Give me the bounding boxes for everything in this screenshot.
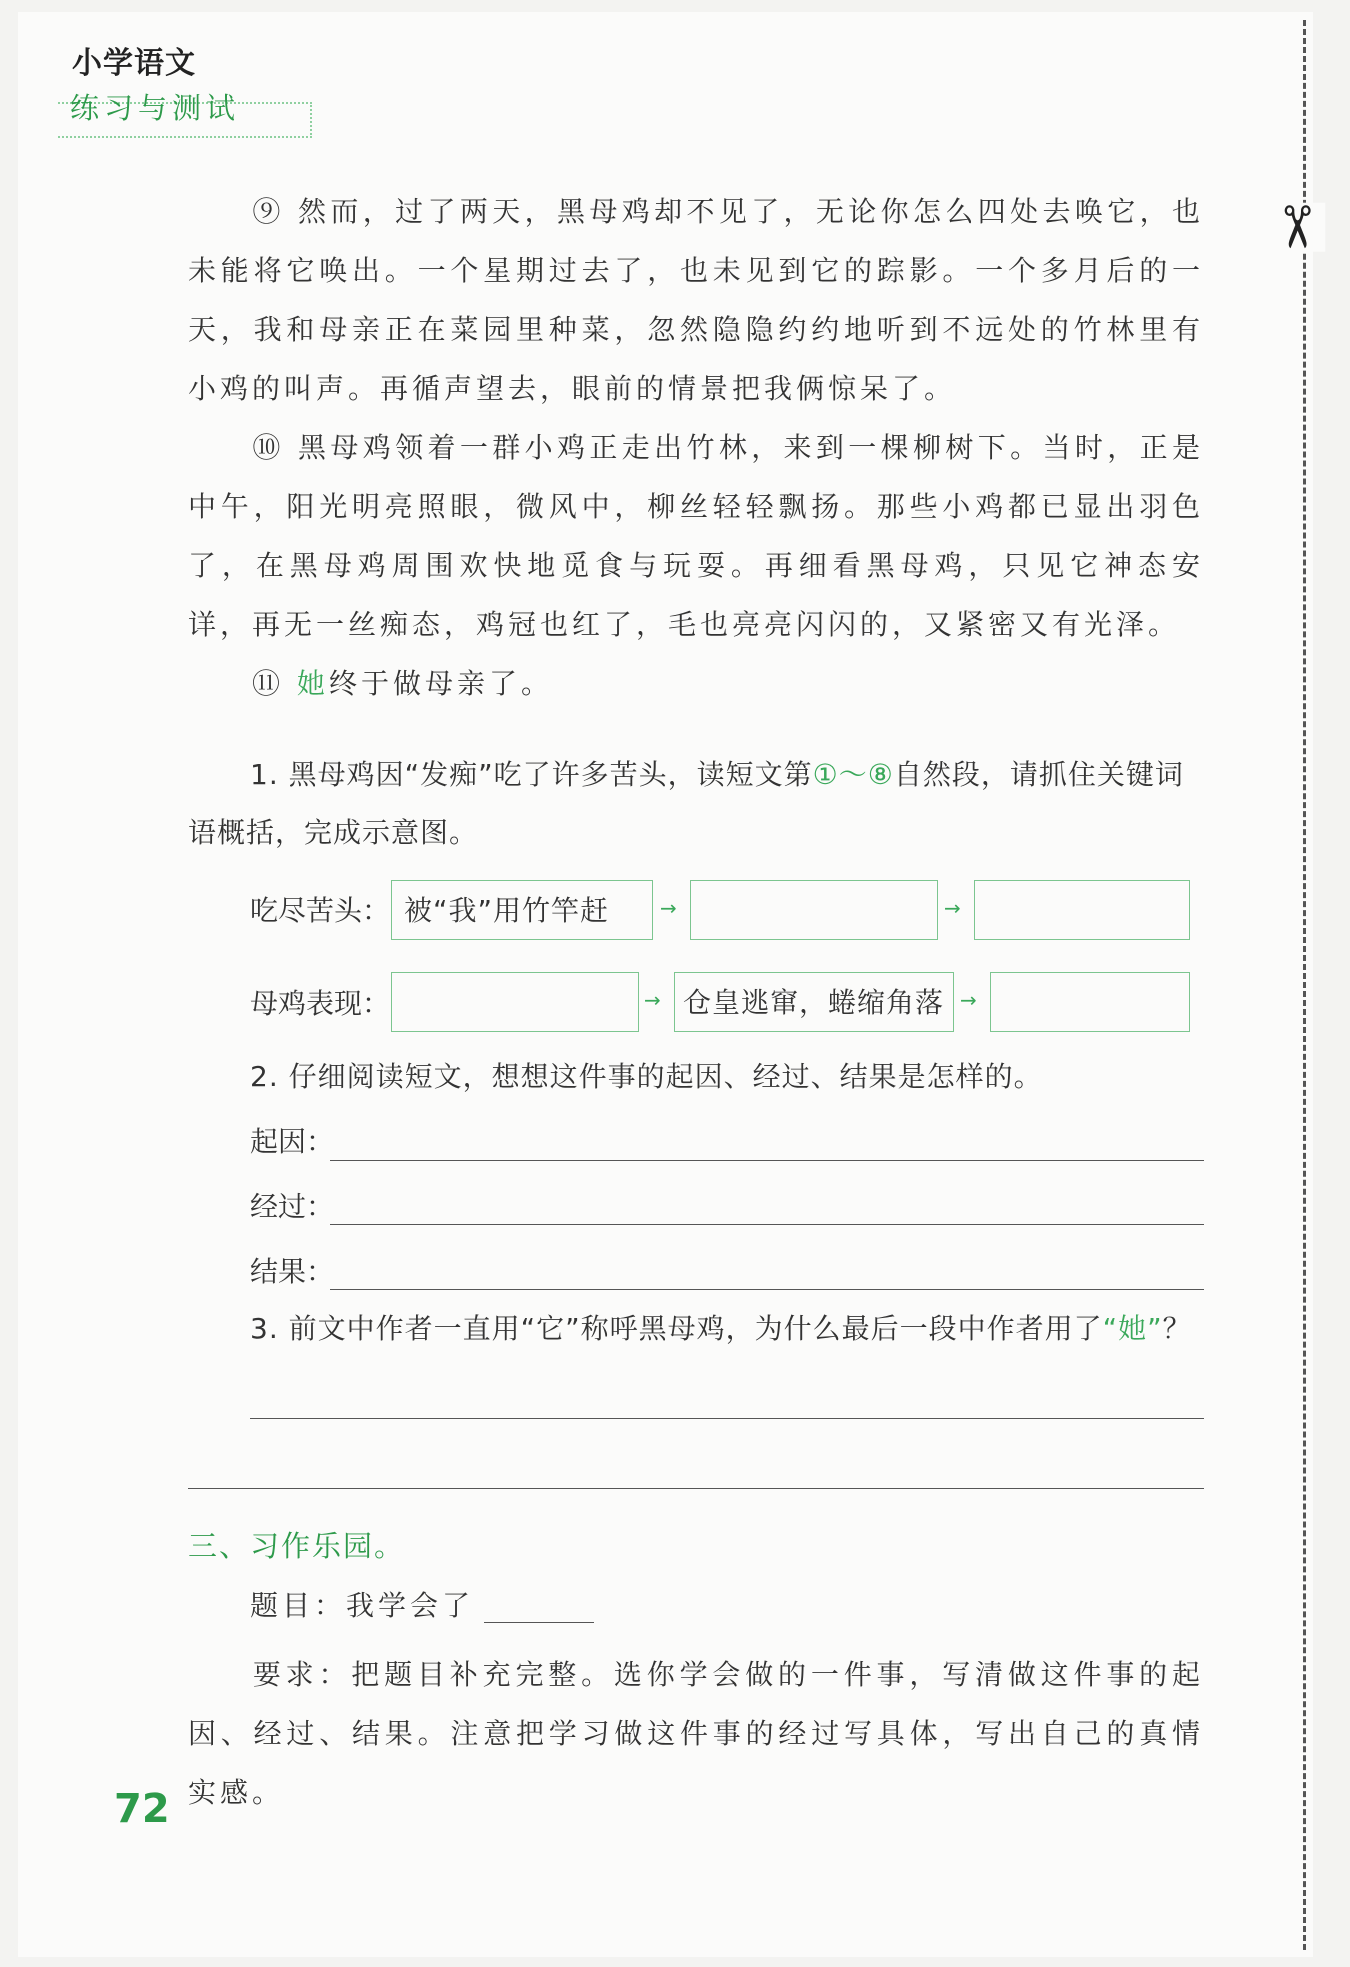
paragraph-range: ①～⑧ — [812, 758, 894, 791]
paragraph-11: ⑪ 她终于做母亲了。 — [252, 667, 553, 700]
arrow-icon: → — [660, 896, 677, 920]
arrow-icon: → — [944, 896, 961, 920]
arrow-icon: → — [960, 988, 977, 1012]
essay-requirement: 要求：把题目补充完整。选你学会做的一件事，写清做这件事的起因、经过、结果。注意把学习做这件事的经过写具体，写出自己的真情实感。 — [188, 1658, 1204, 1809]
section-3-heading: 三、习作乐园。 — [188, 1529, 406, 1563]
arrow-icon: → — [644, 988, 661, 1012]
result-answer-line[interactable] — [330, 1289, 1204, 1290]
book-title: 小学语文 — [72, 46, 196, 81]
result-label: 结果： — [250, 1255, 335, 1288]
topic-blank[interactable] — [484, 1622, 594, 1623]
row2-box-1[interactable] — [391, 972, 639, 1032]
row1-box-2[interactable] — [690, 880, 938, 940]
scissors-icon: ✂ — [1262, 202, 1331, 252]
cause-answer-line[interactable] — [330, 1160, 1204, 1161]
q3-answer-line-1[interactable] — [250, 1418, 1204, 1419]
question-3: 3. 前文中作者一直用“它”称呼黑母鸡，为什么最后一段中作者用了“她”？ — [250, 1312, 1192, 1345]
process-label: 经过： — [250, 1190, 335, 1223]
row1-label: 吃尽苦头： — [250, 894, 391, 927]
row1-box-1: 被“我”用竹竿赶 — [391, 880, 653, 940]
question-2: 2. 仔细阅读短文，想想这件事的起因、经过、结果是怎样的。 — [250, 1060, 1043, 1093]
cause-label: 起因： — [250, 1125, 335, 1158]
paragraph-9: ⑨ 然而，过了两天，黑母鸡却不见了，无论你怎么四处去唤它，也未能将它唤出。一个星期过去了，也未见到它的踪影。一个多月后的一天，我和母亲正在菜园里种菜，忽然隐隐约约地听到不远处的竹林里有小鸡的叫声。再循声望去，眼前的情景把我俩惊呆了。 — [188, 195, 1204, 405]
cut-line — [1303, 20, 1306, 1950]
row2-label: 母鸡表现： — [250, 987, 391, 1020]
q3-answer-line-2[interactable] — [188, 1488, 1204, 1489]
page-number: 72 — [114, 1786, 170, 1832]
process-answer-line[interactable] — [330, 1224, 1204, 1225]
book-subtitle: 练习与测试 — [70, 91, 241, 125]
essay-topic: 题目：我学会了 — [250, 1589, 475, 1622]
row2-box-3[interactable] — [990, 972, 1190, 1032]
row2-box-2: 仓皇逃窜，蜷缩角落 — [674, 972, 954, 1032]
her-quote: “她” — [1102, 1312, 1163, 1345]
row1-box-3[interactable] — [974, 880, 1190, 940]
her-word: 她 — [296, 667, 329, 700]
paragraph-10: ⑩ 黑母鸡领着一群小鸡正走出竹林，来到一棵柳树下。当时，正是中午，阳光明亮照眼，微风中，柳丝轻轻飘扬。那些小鸡都已显出羽色了，在黑母鸡周围欢快地觅食与玩耍。再细看黑母鸡，只见它神态安详，再无一丝痴态，鸡冠也红了，毛也亮亮闪闪的，又紧密又有光泽。 — [188, 431, 1204, 641]
question-1: 1. 黑母鸡因“发痴”吃了许多苦头，读短文第①～⑧自然段，请抓住关键词语概括，完成示意图。 — [188, 758, 1184, 849]
